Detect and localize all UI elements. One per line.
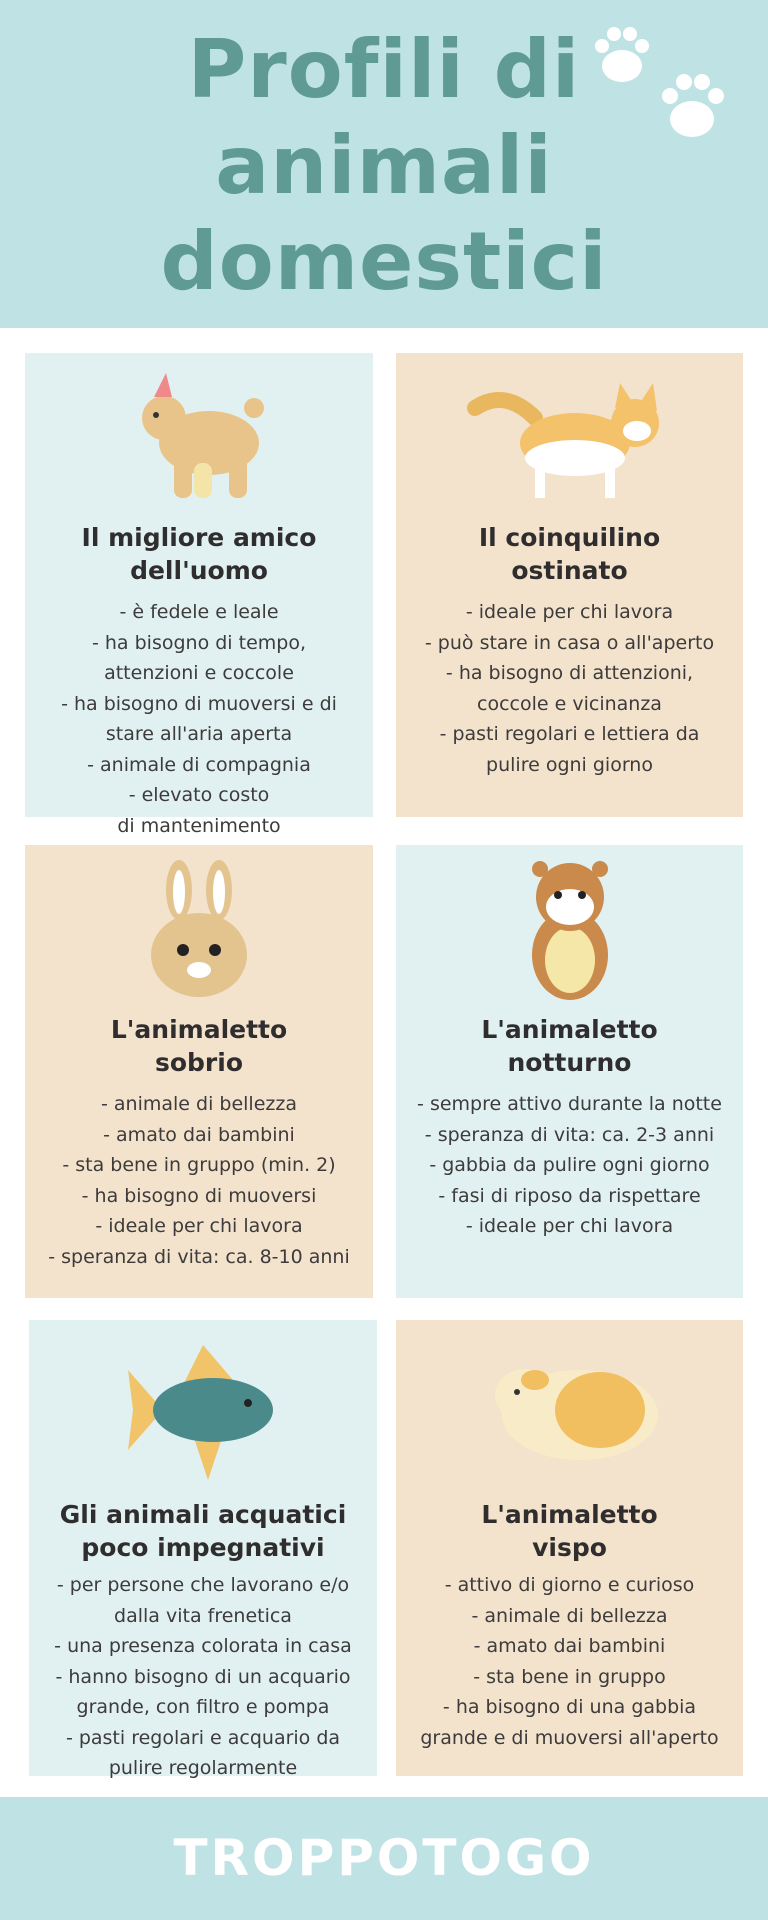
card-title: L'animaletto [481, 1500, 658, 1529]
list-item: - amato dai bambini [473, 1635, 666, 1657]
title-line: Profili di [187, 23, 581, 116]
card-rabbit [25, 845, 373, 1298]
footer [0, 1797, 768, 1920]
paw-prints-icon [590, 14, 740, 144]
card-title: Gli animali acquatici [59, 1500, 347, 1529]
list-item: - ha bisogno di muoversi [81, 1184, 317, 1207]
list-item: - sempre attivo durante la notte [417, 1093, 722, 1115]
hamster-illustration-icon [520, 855, 620, 1005]
list-item: - sta bene in gruppo (min. 2) [62, 1154, 336, 1176]
list-item: - ideale per chi lavora [465, 1215, 674, 1237]
card-title: L'animaletto [481, 1015, 658, 1044]
list-item: - ideale per chi lavora [465, 601, 674, 623]
list-item: - può stare in casa o all'aperto [424, 631, 715, 654]
rabbit-illustration-icon [139, 860, 259, 1000]
card-guinea-pig [396, 1320, 743, 1776]
card-hamster [396, 845, 743, 1298]
list-item: coccole e vicinanza [477, 692, 662, 715]
list-item: dalla vita frenetica [114, 1604, 292, 1627]
list-item: - amato dai bambini [103, 1123, 295, 1146]
header [0, 0, 768, 328]
list-item: - una presenza colorata in casa [54, 1635, 352, 1657]
list-item: - sta bene in gruppo [473, 1665, 666, 1688]
card-title: ostinato [511, 556, 628, 585]
card-title: sobrio [154, 1048, 244, 1077]
guinea-pig-illustration-icon [475, 1350, 665, 1470]
title-line: animali [215, 119, 553, 212]
list-item: - hanno bisogno di un acquario [55, 1665, 351, 1688]
list-item: pulire ogni giorno [486, 753, 653, 776]
list-item: - ha bisogno di una gabbia [442, 1696, 697, 1718]
card-title: vispo [532, 1533, 607, 1562]
list-item: - fasi di riposo da rispettare [438, 1184, 701, 1207]
list-item: pulire regolarmente [108, 1757, 298, 1779]
list-item: grande e di muoversi all'aperto [420, 1726, 719, 1749]
list-item: di mantenimento [117, 814, 281, 837]
list-item: - è fedele e leale [119, 601, 279, 623]
card-fish [29, 1320, 377, 1779]
dog-illustration-icon [124, 373, 274, 503]
card-title: Il migliore amico [81, 523, 317, 552]
card-title: Il coinquilino [478, 523, 661, 552]
card-dog [25, 353, 373, 837]
list-item: - attivo di giorno e curioso [444, 1574, 695, 1596]
list-item: - pasti regolari e acquario da [65, 1726, 341, 1749]
list-item: - gabbia da pulire ogni giorno [429, 1154, 710, 1176]
list-item: - pasti regolari e lettiera da [439, 723, 700, 745]
card-title: dell'uomo [130, 556, 268, 585]
list-item: - animale di bellezza [101, 1093, 297, 1115]
list-item: - per persone che lavorano e/o [56, 1574, 350, 1596]
list-item: - speranza di vita: ca. 8-10 anni [48, 1245, 350, 1268]
list-item: - ha bisogno di attenzioni, [445, 662, 694, 684]
list-item: - speranza di vita: ca. 2-3 anni [424, 1123, 715, 1146]
card-title: poco impegnativi [81, 1533, 325, 1562]
brand-name: TROPPOTOGO [173, 1829, 595, 1887]
cat-illustration-icon [465, 373, 675, 503]
fish-illustration-icon [123, 1335, 283, 1485]
card-title: L'animaletto [110, 1015, 288, 1044]
list-item: grande, con filtro e pompa [76, 1696, 330, 1718]
list-item: - ideale per chi lavora [95, 1215, 303, 1237]
list-item: - elevato costo [128, 784, 270, 806]
card-cat [396, 353, 743, 817]
list-item: - animale di bellezza [471, 1604, 668, 1627]
list-item: - ha bisogno di muoversi e di [61, 692, 337, 715]
card-title: notturno [507, 1048, 632, 1077]
list-item: stare all'aria aperta [105, 723, 293, 745]
list-item: attenzioni e coccole [104, 662, 294, 684]
list-item: - animale di compagnia [87, 753, 311, 776]
title-line: domestici [160, 215, 608, 308]
list-item: - ha bisogno di tempo, [91, 631, 306, 654]
